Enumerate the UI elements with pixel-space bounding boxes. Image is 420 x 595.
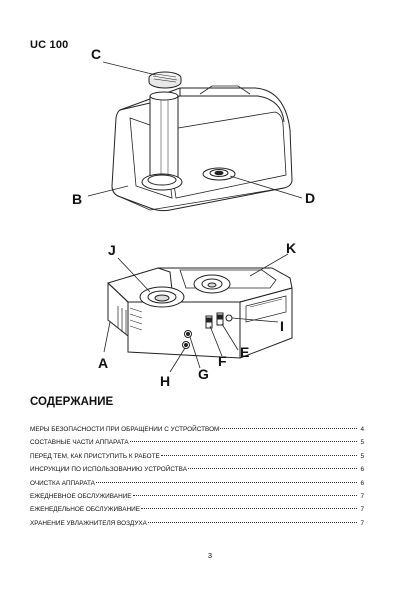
toc-entry-title: ОЧИСТКА АППАРАТА	[30, 479, 95, 487]
toc-entry-page: 7	[360, 506, 364, 514]
toc-entry	[30, 503, 364, 516]
label-a: A	[98, 355, 109, 371]
label-d: D	[305, 190, 316, 206]
toc-entry-page: 7	[360, 492, 364, 500]
toc-dot-leader	[130, 441, 357, 442]
contents-title: СОДЕРЖАНИЕ	[30, 396, 114, 408]
label-f: F	[218, 353, 227, 369]
toc-entry-page: 6	[360, 479, 364, 487]
toc-entry-title: ЕЖЕНЕДЕЛЬНОЕ ОБСЛУЖИВАНИЕ	[30, 506, 140, 514]
toc-entry-title: ХРАНЕНИЕ УВЛАЖНИТЕЛЯ ВОЗДУХА	[30, 519, 147, 527]
toc-entry-page: 7	[360, 519, 364, 527]
toc-dot-leader	[161, 455, 357, 456]
table-of-contents	[30, 423, 364, 530]
label-j: J	[108, 242, 116, 258]
page-number: 3	[207, 551, 213, 560]
label-k: K	[286, 240, 297, 256]
toc-entry-title: ЕЖЕДНЕВНОЕ ОБСЛУЖИВАНИЕ	[30, 492, 132, 500]
toc-entry-title: МЕРЫ БЕЗОПАСНОСТИ ПРИ ОБРАЩЕНИИ С УСТРОЙСТВОМ	[30, 426, 220, 433]
toc-entry	[30, 436, 364, 449]
toc-entry-page: 5	[360, 439, 364, 447]
toc-entry	[30, 490, 364, 503]
label-g: G	[198, 366, 209, 382]
label-b: B	[72, 191, 83, 207]
toc-dot-leader	[96, 482, 357, 483]
label-c: C	[91, 46, 102, 62]
toc-entry	[30, 450, 364, 463]
toc-entry-title: ИНСРУКЦИИ ПО ИСПОЛЬЗОВАНИЮ УСТРОЙСТВА	[30, 466, 187, 474]
toc-entry-title: ПЕРЕД ТЕМ, КАК ПРИСТУПИТЬ К РАБОТЕ	[30, 452, 160, 460]
toc-entry	[30, 517, 364, 530]
toc-dot-leader	[148, 522, 357, 523]
base-outline	[108, 268, 292, 358]
label-h: H	[160, 373, 171, 389]
toc-dot-leader	[220, 428, 357, 429]
toc-entry	[30, 463, 364, 476]
label-e: E	[240, 344, 250, 360]
toc-entry	[30, 477, 364, 490]
toc-entry-page: 5	[360, 452, 364, 460]
toc-entry-page: 6	[360, 466, 364, 474]
toc-dot-leader	[133, 495, 357, 496]
toc-entry-page: 4	[360, 426, 364, 433]
label-i: I	[280, 318, 284, 334]
toc-entry	[30, 423, 364, 436]
model-title: UC 100	[30, 39, 69, 51]
toc-entry-title: СОСТАВНЫЕ ЧАСТИ АППАРАТА	[30, 439, 129, 447]
toc-dot-leader	[141, 508, 357, 509]
toc-dot-leader	[188, 468, 357, 469]
